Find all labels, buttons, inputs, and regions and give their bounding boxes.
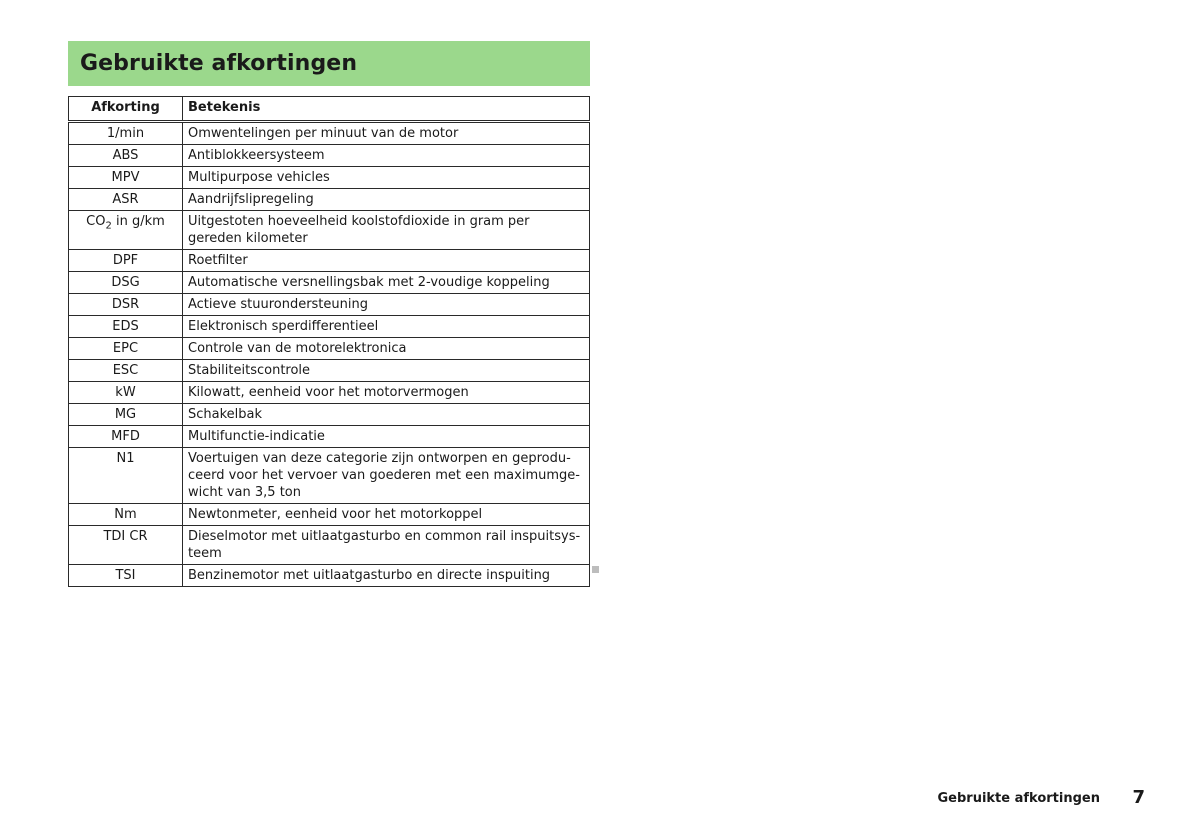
footer-section-title: Gebruikte afkortingen: [937, 791, 1100, 806]
abbreviation-text: MPV: [111, 170, 140, 185]
abbreviation-cell: [69, 448, 183, 504]
abbreviation-subscript: 2: [105, 220, 112, 232]
meaning-cell: Omwentelingen per minuut van de motor: [183, 122, 590, 145]
abbreviations-table: [68, 96, 590, 587]
abbreviation-cell: [69, 145, 183, 167]
column-header-abbreviation: Afkorting: [69, 97, 183, 122]
abbreviation-text: ESC: [112, 363, 139, 378]
abbreviation-cell: [69, 316, 183, 338]
meaning-cell: Elektronisch sperdifferentieel: [183, 316, 590, 338]
meaning-cell: Aandrijfslipregeling: [183, 189, 590, 211]
meaning-cell: Antiblokkeersysteem: [183, 145, 590, 167]
table-row: [69, 526, 590, 565]
abbreviation-text: 1/min: [106, 126, 145, 141]
abbreviation-text: TSI: [115, 568, 136, 583]
page-number: 7: [1132, 787, 1145, 808]
abbreviation-cell: [69, 167, 183, 189]
abbreviation-cell: [69, 426, 183, 448]
abbreviation-cell: [69, 189, 183, 211]
meaning-cell: Dieselmotor met uitlaatgasturbo en common rail inspuitsys-teem: [183, 526, 590, 565]
table-row: [69, 504, 590, 526]
table-row: [69, 294, 590, 316]
abbreviation-text: MG: [114, 407, 137, 422]
end-of-section-marker: [592, 566, 599, 573]
section-title: Gebruikte afkortingen: [80, 51, 358, 76]
abbreviation-text: Nm: [114, 507, 137, 522]
table-row: [69, 250, 590, 272]
abbreviation-suffix: in g/km: [111, 214, 165, 229]
table-row: [69, 122, 590, 145]
abbreviation-cell: [69, 250, 183, 272]
column-header-meaning: Betekenis: [183, 97, 590, 122]
abbreviation-cell: [69, 294, 183, 316]
meaning-cell: Controle van de motorelektronica: [183, 338, 590, 360]
meaning-cell: Stabiliteitscontrole: [183, 360, 590, 382]
meaning-cell: Roetfilter: [183, 250, 590, 272]
table-row: [69, 272, 590, 294]
abbreviation-text: EPC: [112, 341, 139, 356]
abbreviation-cell: [69, 360, 183, 382]
table-header-row: [69, 97, 590, 122]
abbreviation-text: DSR: [111, 297, 140, 312]
abbreviation-cell: [69, 565, 183, 587]
abbreviation-cell: [69, 338, 183, 360]
table-row: [69, 145, 590, 167]
abbreviation-text: DSG: [111, 275, 140, 290]
meaning-cell: Kilowatt, eenheid voor het motorvermogen: [183, 382, 590, 404]
table-row: [69, 211, 590, 250]
table-row: [69, 316, 590, 338]
table-row: [69, 382, 590, 404]
abbreviation-text: N1: [116, 451, 135, 466]
abbreviation-text: EDS: [112, 319, 139, 334]
meaning-cell: Actieve stuurondersteuning: [183, 294, 590, 316]
meaning-cell: Newtonmeter, eenheid voor het motorkoppel: [183, 504, 590, 526]
abbreviation-text: kW: [115, 385, 136, 400]
abbreviation-text: CO: [86, 214, 106, 229]
table-row: [69, 565, 590, 587]
meaning-cell: Voertuigen van deze categorie zijn ontworpen en geprodu-ceerd voor het vervoer van goederen met een maximumge-wicht van 3,5 ton: [183, 448, 590, 504]
table-body: [69, 122, 590, 587]
abbreviation-cell: [69, 382, 183, 404]
table-row: [69, 338, 590, 360]
meaning-cell: Multipurpose vehicles: [183, 167, 590, 189]
abbreviation-cell: [69, 122, 183, 145]
table-row: [69, 189, 590, 211]
meaning-cell: Benzinemotor met uitlaatgasturbo en directe inspuiting: [183, 565, 590, 587]
table-row: [69, 426, 590, 448]
abbreviation-cell: [69, 272, 183, 294]
meaning-cell: Multifunctie-indicatie: [183, 426, 590, 448]
abbreviation-text: ABS: [112, 148, 139, 163]
table-row: [69, 448, 590, 504]
abbreviation-cell: [69, 404, 183, 426]
table-row: [69, 404, 590, 426]
table-row: [69, 360, 590, 382]
abbreviation-cell: [69, 526, 183, 565]
meaning-cell: Schakelbak: [183, 404, 590, 426]
abbreviation-cell: [69, 504, 183, 526]
abbreviation-text: DPF: [112, 253, 139, 268]
meaning-cell: Automatische versnellingsbak met 2-voudige koppeling: [183, 272, 590, 294]
table-row: [69, 167, 590, 189]
meaning-cell: Uitgestoten hoeveelheid koolstofdioxide in gram per gereden kilometer: [183, 211, 590, 250]
section-title-bar: [68, 41, 590, 86]
abbreviation-cell: [69, 211, 183, 250]
abbreviation-text: MFD: [111, 429, 140, 444]
abbreviation-text: TDI CR: [103, 529, 148, 544]
abbreviation-text: ASR: [112, 192, 139, 207]
